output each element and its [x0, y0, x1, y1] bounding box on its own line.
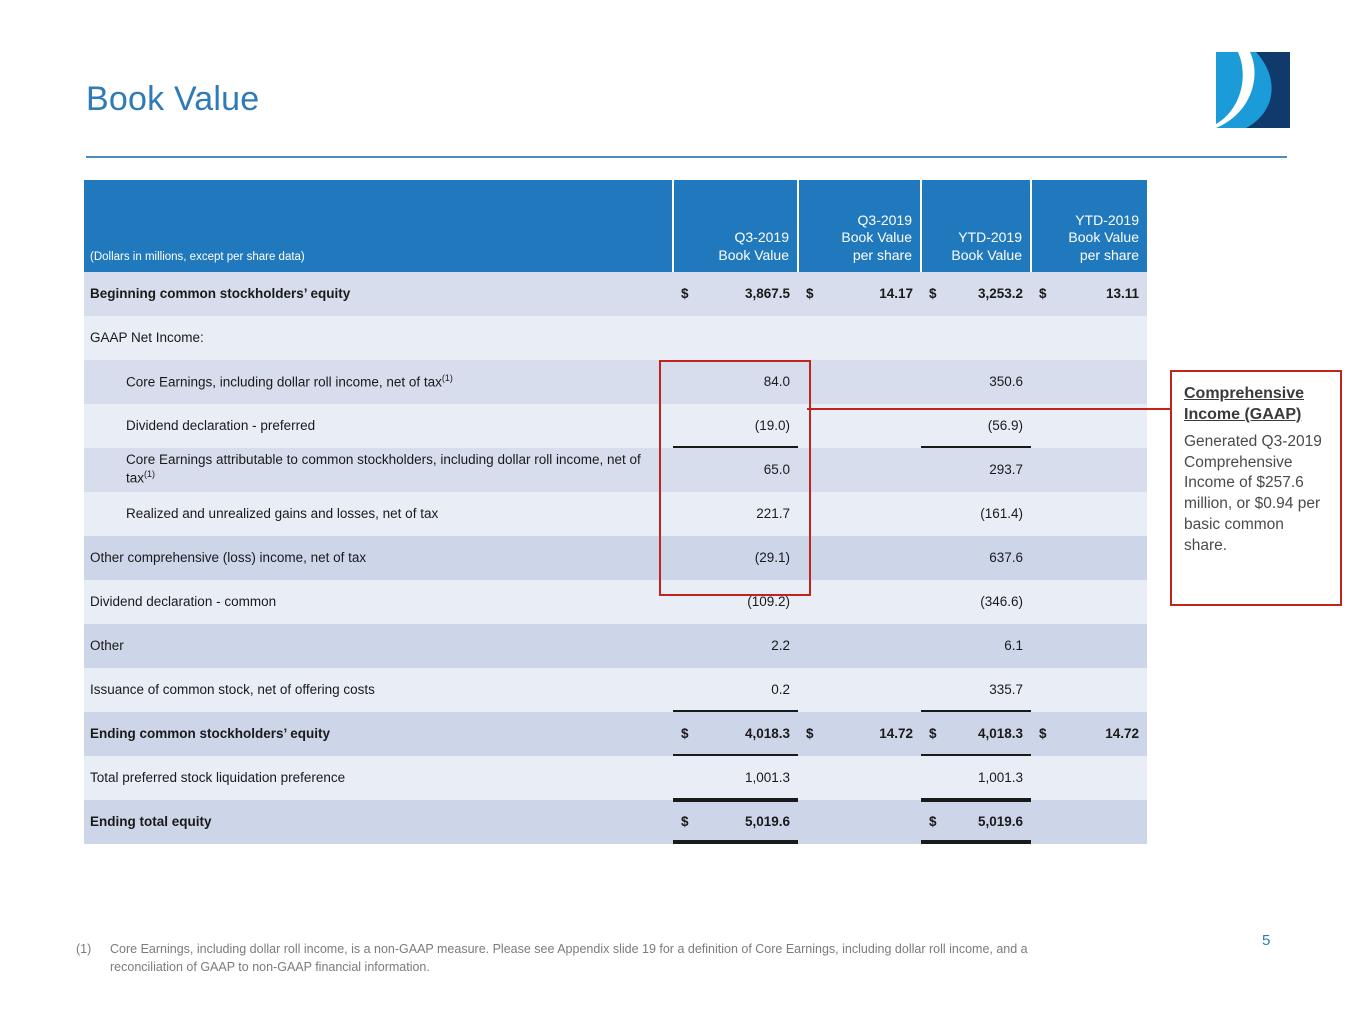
cell-q3-bv: 65.0	[673, 448, 798, 492]
cell-ytd-ps	[1031, 800, 1147, 844]
cell-q3-ps	[798, 580, 921, 624]
cell-q3-bv: 0.2	[673, 668, 798, 712]
page-number: 5	[1262, 932, 1271, 949]
cell-q3-bv: 221.7	[673, 492, 798, 536]
cell-ytd-ps	[1031, 536, 1147, 580]
cell-ytd-bv	[921, 712, 1031, 756]
header-q3-ps-line2: Book Value	[841, 229, 912, 245]
dollar-sign: $	[681, 285, 689, 301]
cell-ytd-ps	[1031, 492, 1147, 536]
dollar-sign: $	[681, 725, 689, 741]
cell-ytd-ps	[1031, 360, 1147, 404]
header-q3-book-value	[673, 180, 798, 272]
row-label: Ending common stockholders’ equity	[90, 725, 331, 741]
cell-q3-bv: 84.0	[673, 360, 798, 404]
callout-body: Generated Q3-2019 Comprehensive Income of $257.6 million, or $0.94 per basic common share.	[1184, 432, 1322, 555]
cell-q3-ps	[798, 800, 921, 844]
cell-value: 14.72	[1105, 725, 1139, 741]
company-logo-icon	[1216, 52, 1290, 128]
cell-q3-ps	[798, 756, 921, 800]
row-label: GAAP Net Income:	[90, 329, 204, 345]
row-label: Ending total equity	[90, 813, 212, 829]
cell-q3-bv: (19.0)	[673, 404, 798, 448]
cell-ytd-bv: 6.1	[921, 624, 1031, 668]
dollar-sign: $	[1039, 725, 1047, 741]
row-label: Realized and unrealized gains and losses, net of tax	[126, 505, 439, 521]
table-body	[84, 272, 1147, 844]
cell-value: 3,253.2	[977, 285, 1023, 301]
dollar-sign: $	[929, 813, 937, 829]
cell-value: 5,019.6	[744, 813, 790, 829]
cell-q3-bv	[673, 316, 798, 360]
cell-q3-ps	[798, 492, 921, 536]
dollar-sign: $	[1039, 285, 1047, 301]
table-row	[84, 800, 1147, 844]
row-label: Core Earnings, including dollar roll income, net of tax	[126, 374, 442, 390]
header-ytd-bv-line2: YTD-2019	[958, 229, 1022, 245]
row-label: Issuance of common stock, net of offering costs	[90, 681, 375, 697]
table-row	[84, 448, 1147, 492]
cell-q3-ps	[798, 316, 921, 360]
cell-ytd-ps	[1031, 668, 1147, 712]
cell-value: 4,018.3	[744, 725, 790, 741]
callout-title-line2: Income (GAAP)	[1184, 405, 1302, 423]
cell-ytd-ps	[1031, 272, 1147, 316]
row-label: Beginning common stockholders’ equity	[90, 285, 351, 301]
cell-q3-bv: 1,001.3	[673, 756, 798, 800]
row-label: Core Earnings attributable to common stockholders, including dollar roll income, net of tax	[126, 452, 641, 486]
table-row	[84, 492, 1147, 536]
cell-ytd-bv	[921, 800, 1031, 844]
cell-ytd-ps	[1031, 712, 1147, 756]
cell-q3-ps	[798, 360, 921, 404]
table-row	[84, 272, 1147, 316]
cell-ytd-ps	[1031, 448, 1147, 492]
header-q3-bv-line3: Book Value	[718, 246, 789, 263]
cell-q3-bv: (109.2)	[673, 580, 798, 624]
header-ytd-ps-line3: per share	[1079, 246, 1139, 263]
book-value-table-wrap	[84, 180, 1147, 844]
header-q3-bv-line2: Q3-2019	[734, 229, 789, 245]
page-title: Book Value	[86, 80, 260, 118]
table-row	[84, 404, 1147, 448]
cell-q3-ps	[798, 712, 921, 756]
cell-q3-ps	[798, 668, 921, 712]
cell-ytd-bv: 1,001.3	[921, 756, 1031, 800]
dollar-sign: $	[929, 725, 937, 741]
cell-ytd-ps	[1031, 316, 1147, 360]
footnote-line1: Core Earnings, including dollar roll income, is a non-GAAP measure. Please see Appendix slide 19 for a definition of Core Earnings, including dollar roll income, and a	[110, 942, 1028, 956]
cell-value: 5,019.6	[977, 813, 1023, 829]
cell-q3-bv: (29.1)	[673, 536, 798, 580]
footnote-line2: reconciliation of GAAP to non-GAAP financial information.	[110, 960, 430, 975]
cell-ytd-bv: 637.6	[921, 536, 1031, 580]
cell-q3-bv	[673, 272, 798, 316]
row-label: Total preferred stock liquidation preference	[90, 769, 346, 785]
cell-ytd-ps	[1031, 624, 1147, 668]
header-units-note: (Dollars in millions, except per share data)	[84, 180, 673, 272]
cell-q3-ps	[798, 404, 921, 448]
title-divider	[86, 156, 1287, 158]
cell-q3-bv	[673, 712, 798, 756]
cell-ytd-bv: (56.9)	[921, 404, 1031, 448]
cell-value: 14.17	[879, 285, 913, 301]
cell-q3-bv	[673, 800, 798, 844]
header-q3-ps-line3: per share	[852, 246, 912, 263]
row-label: Other comprehensive (loss) income, net of tax	[90, 549, 367, 565]
cell-ytd-bv: (161.4)	[921, 492, 1031, 536]
book-value-table	[84, 180, 1147, 844]
header-ytd-book-value	[921, 180, 1031, 272]
comprehensive-income-callout	[1170, 370, 1342, 606]
cell-q3-ps	[798, 448, 921, 492]
cell-value: 3,867.5	[744, 285, 790, 301]
cell-ytd-ps	[1031, 580, 1147, 624]
cell-value: 4,018.3	[977, 725, 1023, 741]
cell-ytd-bv: 335.7	[921, 668, 1031, 712]
cell-ytd-bv: 350.6	[921, 360, 1031, 404]
cell-ytd-bv: (346.6)	[921, 580, 1031, 624]
cell-ytd-bv: 293.7	[921, 448, 1031, 492]
cell-ytd-bv	[921, 272, 1031, 316]
dollar-sign: $	[929, 285, 937, 301]
table-row	[84, 580, 1147, 624]
cell-q3-ps	[798, 624, 921, 668]
cell-q3-ps	[798, 272, 921, 316]
row-label: Dividend declaration - preferred	[126, 417, 316, 433]
header-ytd-ps-line1: YTD-2019	[1075, 211, 1139, 228]
header-q3-ps-line1: Q3-2019	[857, 211, 912, 228]
header-q3-per-share	[798, 180, 921, 272]
callout-title	[1184, 384, 1330, 426]
table-header	[84, 180, 1147, 272]
dollar-sign: $	[806, 285, 814, 301]
table-row	[84, 624, 1147, 668]
callout-connector-line	[807, 408, 1173, 410]
footnote	[76, 940, 1226, 976]
table-row	[84, 360, 1147, 404]
footnote-ref: (1)	[441, 372, 453, 383]
footnote-mark: (1)	[76, 942, 92, 956]
table-row	[84, 756, 1147, 800]
table-row	[84, 712, 1147, 756]
callout-title-line1: Comprehensive	[1184, 385, 1305, 402]
footnote-ref: (1)	[144, 469, 156, 480]
cell-ytd-bv	[921, 316, 1031, 360]
dollar-sign: $	[681, 813, 689, 829]
cell-q3-ps	[798, 536, 921, 580]
cell-ytd-ps	[1031, 404, 1147, 448]
table-row	[84, 668, 1147, 712]
cell-value: 13.11	[1105, 285, 1139, 301]
table-row	[84, 536, 1147, 580]
header-ytd-bv-line3: Book Value	[951, 246, 1022, 263]
dollar-sign: $	[806, 725, 814, 741]
cell-value: 14.72	[879, 725, 913, 741]
header-ytd-ps-line2: Book Value	[1068, 229, 1139, 245]
row-label: Other	[90, 637, 124, 653]
cell-ytd-ps	[1031, 756, 1147, 800]
header-ytd-per-share	[1031, 180, 1147, 272]
table-row	[84, 316, 1147, 360]
row-label: Dividend declaration - common	[90, 593, 277, 609]
cell-q3-bv: 2.2	[673, 624, 798, 668]
